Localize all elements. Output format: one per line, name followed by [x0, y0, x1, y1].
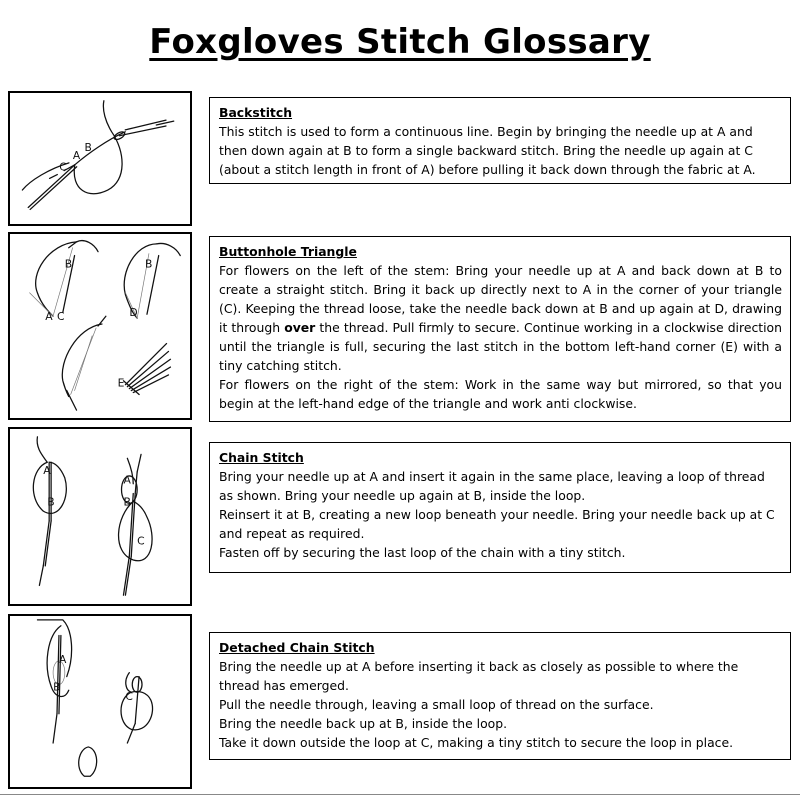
detached-label-c: C — [125, 690, 133, 704]
page-title: Foxgloves Stitch Glossary — [149, 22, 651, 62]
chain-label-b1: B — [47, 495, 55, 509]
backstitch-diagram — [10, 93, 190, 224]
detached-paragraph-4: Take it down outside the loop at C, making a tiny stitch to secure the loop in place. — [219, 735, 734, 750]
buttonhole-label-b2: B — [144, 257, 153, 271]
detached-chain-heading: Detached Chain Stitch — [219, 640, 375, 655]
chain-stitch-diagram — [10, 429, 190, 604]
chain-stitch-illustration — [8, 427, 192, 606]
detached-chain-diagram — [10, 616, 190, 787]
chain-label-a2: A — [123, 473, 131, 487]
chain-stitch-description — [209, 442, 791, 573]
buttonhole-triangle-diagram — [10, 234, 190, 418]
buttonhole-label-d: D — [129, 306, 138, 320]
backstitch-label-a: A — [72, 148, 81, 162]
backstitch-description — [209, 97, 791, 184]
buttonhole-triangle-description — [209, 236, 791, 422]
chain-paragraph-1: Bring your needle up at A and insert it again in the same place, leaving a loop of thread as shown. Bring your needle up again at B, inside the loop. — [219, 469, 765, 503]
backstitch-illustration — [8, 91, 192, 226]
detached-paragraph-2: Pull the needle through, leaving a small loop of thread on the surface. — [219, 697, 654, 712]
detached-paragraph-1: Bring the needle up at A before inserting it back as closely as possible to where the thread has emerged. — [219, 659, 739, 693]
backstitch-heading: Backstitch — [219, 105, 293, 120]
detached-paragraph-3: Bring the needle back up at B, inside the loop. — [219, 716, 508, 731]
page-bottom-divider — [0, 794, 800, 795]
detached-label-a: A — [58, 652, 67, 666]
buttonhole-triangle-illustration — [8, 232, 192, 420]
chain-stitch-heading: Chain Stitch — [219, 450, 304, 465]
buttonhole-paragraph-left-end: the thread. Pull firmly to secure. Continue working in a clockwise direction until the triangle is full, securing the last stitch in the bottom left-hand corner (E) with a tiny catching stitch. — [219, 320, 782, 373]
backstitch-paragraph: This stitch is used to form a continuous line. Begin by bringing the needle up at A and then down again at B to form a single backward stitch. Bring the needle up again at C (about a stitch length in front of A) before pulling it back down through the fabric at A. — [219, 124, 756, 177]
detached-chain-description — [209, 632, 791, 760]
detached-chain-illustration — [8, 614, 192, 789]
backstitch-label-b: B — [84, 141, 92, 155]
buttonhole-paragraph-right: For flowers on the right of the stem: Work in the same way but mirrored, so that you begin at the left-hand edge of the triangle and work anti clockwise. — [219, 377, 782, 411]
chain-paragraph-2: Reinsert it at B, creating a new loop beneath your needle. Bring your needle back up at C and repeat as required. — [219, 507, 775, 541]
chain-label-a1: A — [43, 463, 51, 477]
buttonhole-label-b1: B — [64, 257, 73, 271]
backstitch-label-c: C — [59, 160, 67, 174]
buttonhole-paragraph-left-start: For flowers on the left of the stem: Bring your needle up at A and back down at B to create a straight stitch. Bring it back up directly next to A in the corner of your triangle (C). Keeping the thread loose, take the needle back down at B and up again at D, drawing it through — [219, 263, 782, 335]
buttonhole-label-c: C — [56, 310, 65, 324]
buttonhole-paragraph-left — [219, 261, 782, 375]
detached-label-b: B — [53, 680, 61, 694]
buttonhole-label-e: E — [117, 376, 125, 390]
buttonhole-label-a: A — [45, 310, 53, 324]
chain-paragraph-3: Fasten off by securing the last loop of the chain with a tiny stitch. — [219, 545, 626, 560]
buttonhole-triangle-heading: Buttonhole Triangle — [219, 244, 357, 259]
chain-label-b2: B — [123, 495, 131, 509]
chain-label-c: C — [137, 534, 145, 548]
buttonhole-paragraph-left-emphasis: over — [284, 320, 316, 335]
